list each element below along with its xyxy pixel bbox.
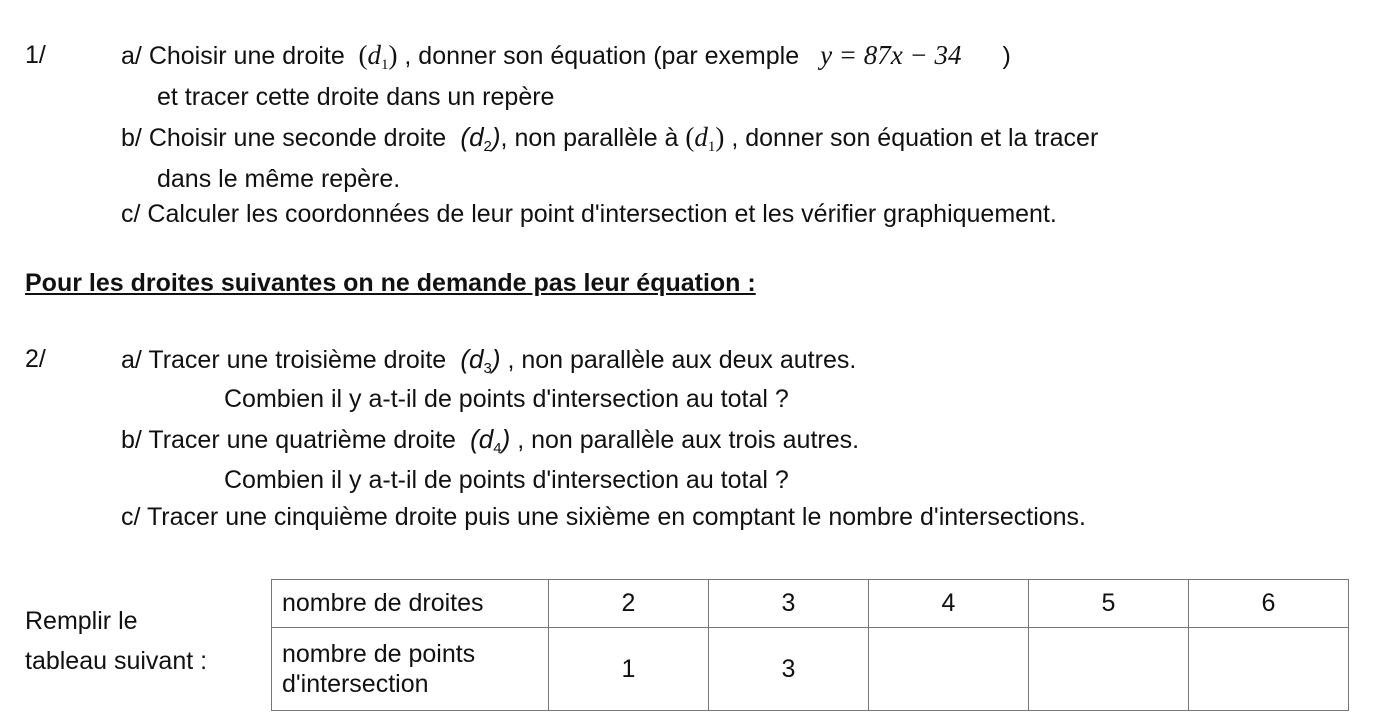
q1a-line1: a/ Choisir une droite $(d_1)$ , donner son équation (par exemple y = 87x − 34 ) — [121, 40, 1011, 73]
table-header-droites: nombre de droites — [272, 580, 549, 628]
q1c-label: c/ — [121, 200, 141, 228]
q2c-label: c/ — [121, 503, 141, 531]
table-cell-droites: 3 — [709, 580, 869, 628]
table-cell-points[interactable]: 1 — [549, 628, 709, 711]
q1a-close-paren: ) — [1002, 42, 1011, 70]
intersection-table — [271, 579, 1349, 711]
q1b-label: b/ — [121, 124, 142, 152]
table-cell-points[interactable] — [1189, 628, 1349, 711]
q1b-line1: b/ Choisir une seconde droite $(d_2)$, non parallèle à $(d_1)$ , donner son équation et la tracer — [121, 122, 1099, 155]
table-cell-droites: 2 — [549, 580, 709, 628]
q2b-d4-index: 4 — [493, 440, 502, 457]
q1b-d2-letter: d — [469, 122, 484, 152]
q1-number: 1/ — [25, 41, 46, 69]
q2a-d3-letter: d — [469, 344, 484, 374]
q1a-text-middle: , donner son équation (par exemple — [404, 42, 800, 70]
q1b-d1-index: 1 — [707, 139, 716, 155]
q1b-text-after: , donner son équation et la tracer — [731, 124, 1099, 152]
q2-number: 2/ — [25, 345, 46, 373]
q1b-text-middle: , non parallèle à — [500, 124, 679, 152]
q1a-label: a/ — [121, 42, 142, 70]
q1c-line — [121, 199, 1057, 229]
table-prompt-line1: Remplir le — [25, 607, 138, 635]
table-prompt-line2: tableau suivant : — [25, 647, 208, 675]
example-equation: y = 87x − 34 — [820, 40, 962, 70]
q1c-text: Calculer les coordonnées de leur point d'intersection et les vérifier graphiquement. — [147, 200, 1057, 228]
q1a-d1-letter: d — [367, 40, 381, 70]
table-cell-droites: 6 — [1189, 580, 1349, 628]
table-header-points-line1: nombre de points — [282, 640, 476, 668]
table-header-points-line2: d'intersection — [282, 670, 429, 698]
q1b-d2-index: 2 — [483, 138, 492, 155]
q1b-d1-letter: d — [694, 122, 708, 152]
q2b-text-before: Tracer une quatrième droite — [148, 426, 456, 454]
q2b-line1: b/ Tracer une quatrième droite $(d_4)$ , non parallèle aux trois autres. — [121, 424, 860, 457]
table-cell-droites: 5 — [1029, 580, 1189, 628]
table-cell-points[interactable] — [869, 628, 1029, 711]
section-title: Pour les droites suivantes on ne demande pas leur équation : — [25, 269, 756, 297]
q2a-label: a/ — [121, 346, 142, 374]
q2b-d4-letter: d — [478, 424, 494, 454]
table-cell-droites: 4 — [869, 580, 1029, 628]
q1a-line2: et tracer cette droite dans un repère — [157, 83, 555, 111]
table-cell-points[interactable]: 3 — [709, 628, 869, 711]
q2b-label: b/ — [121, 426, 142, 454]
table-header-points — [272, 628, 549, 711]
q2a-line1: a/ Tracer une troisième droite $(d_3)$ , non parallèle aux deux autres. — [121, 344, 857, 377]
q1a-text-before: Choisir une droite — [148, 42, 345, 70]
table-cell-points[interactable] — [1029, 628, 1189, 711]
q2a-d3-index: 3 — [483, 360, 492, 377]
table-row-points — [272, 628, 1349, 711]
table-row-droites — [272, 580, 1349, 628]
q2b-question: Combien il y a-t-il de points d'intersection au total ? — [224, 466, 789, 494]
q2b-text-after: , non parallèle aux trois autres. — [517, 426, 860, 454]
q2c-text: Tracer une cinquième droite puis une sixième en comptant le nombre d'intersections. — [140, 503, 1086, 531]
q2a-text-before: Tracer une troisième droite — [148, 346, 447, 374]
q1b-text-before: Choisir une seconde droite — [148, 124, 447, 152]
q2a-question: Combien il y a-t-il de points d'intersection au total ? — [224, 385, 789, 413]
q1a-d1-index: 1 — [380, 57, 389, 73]
q2c-line — [121, 502, 1086, 532]
q2a-text-after: , non parallèle aux deux autres. — [507, 346, 857, 374]
q1b-line2: dans le même repère. — [157, 165, 401, 193]
